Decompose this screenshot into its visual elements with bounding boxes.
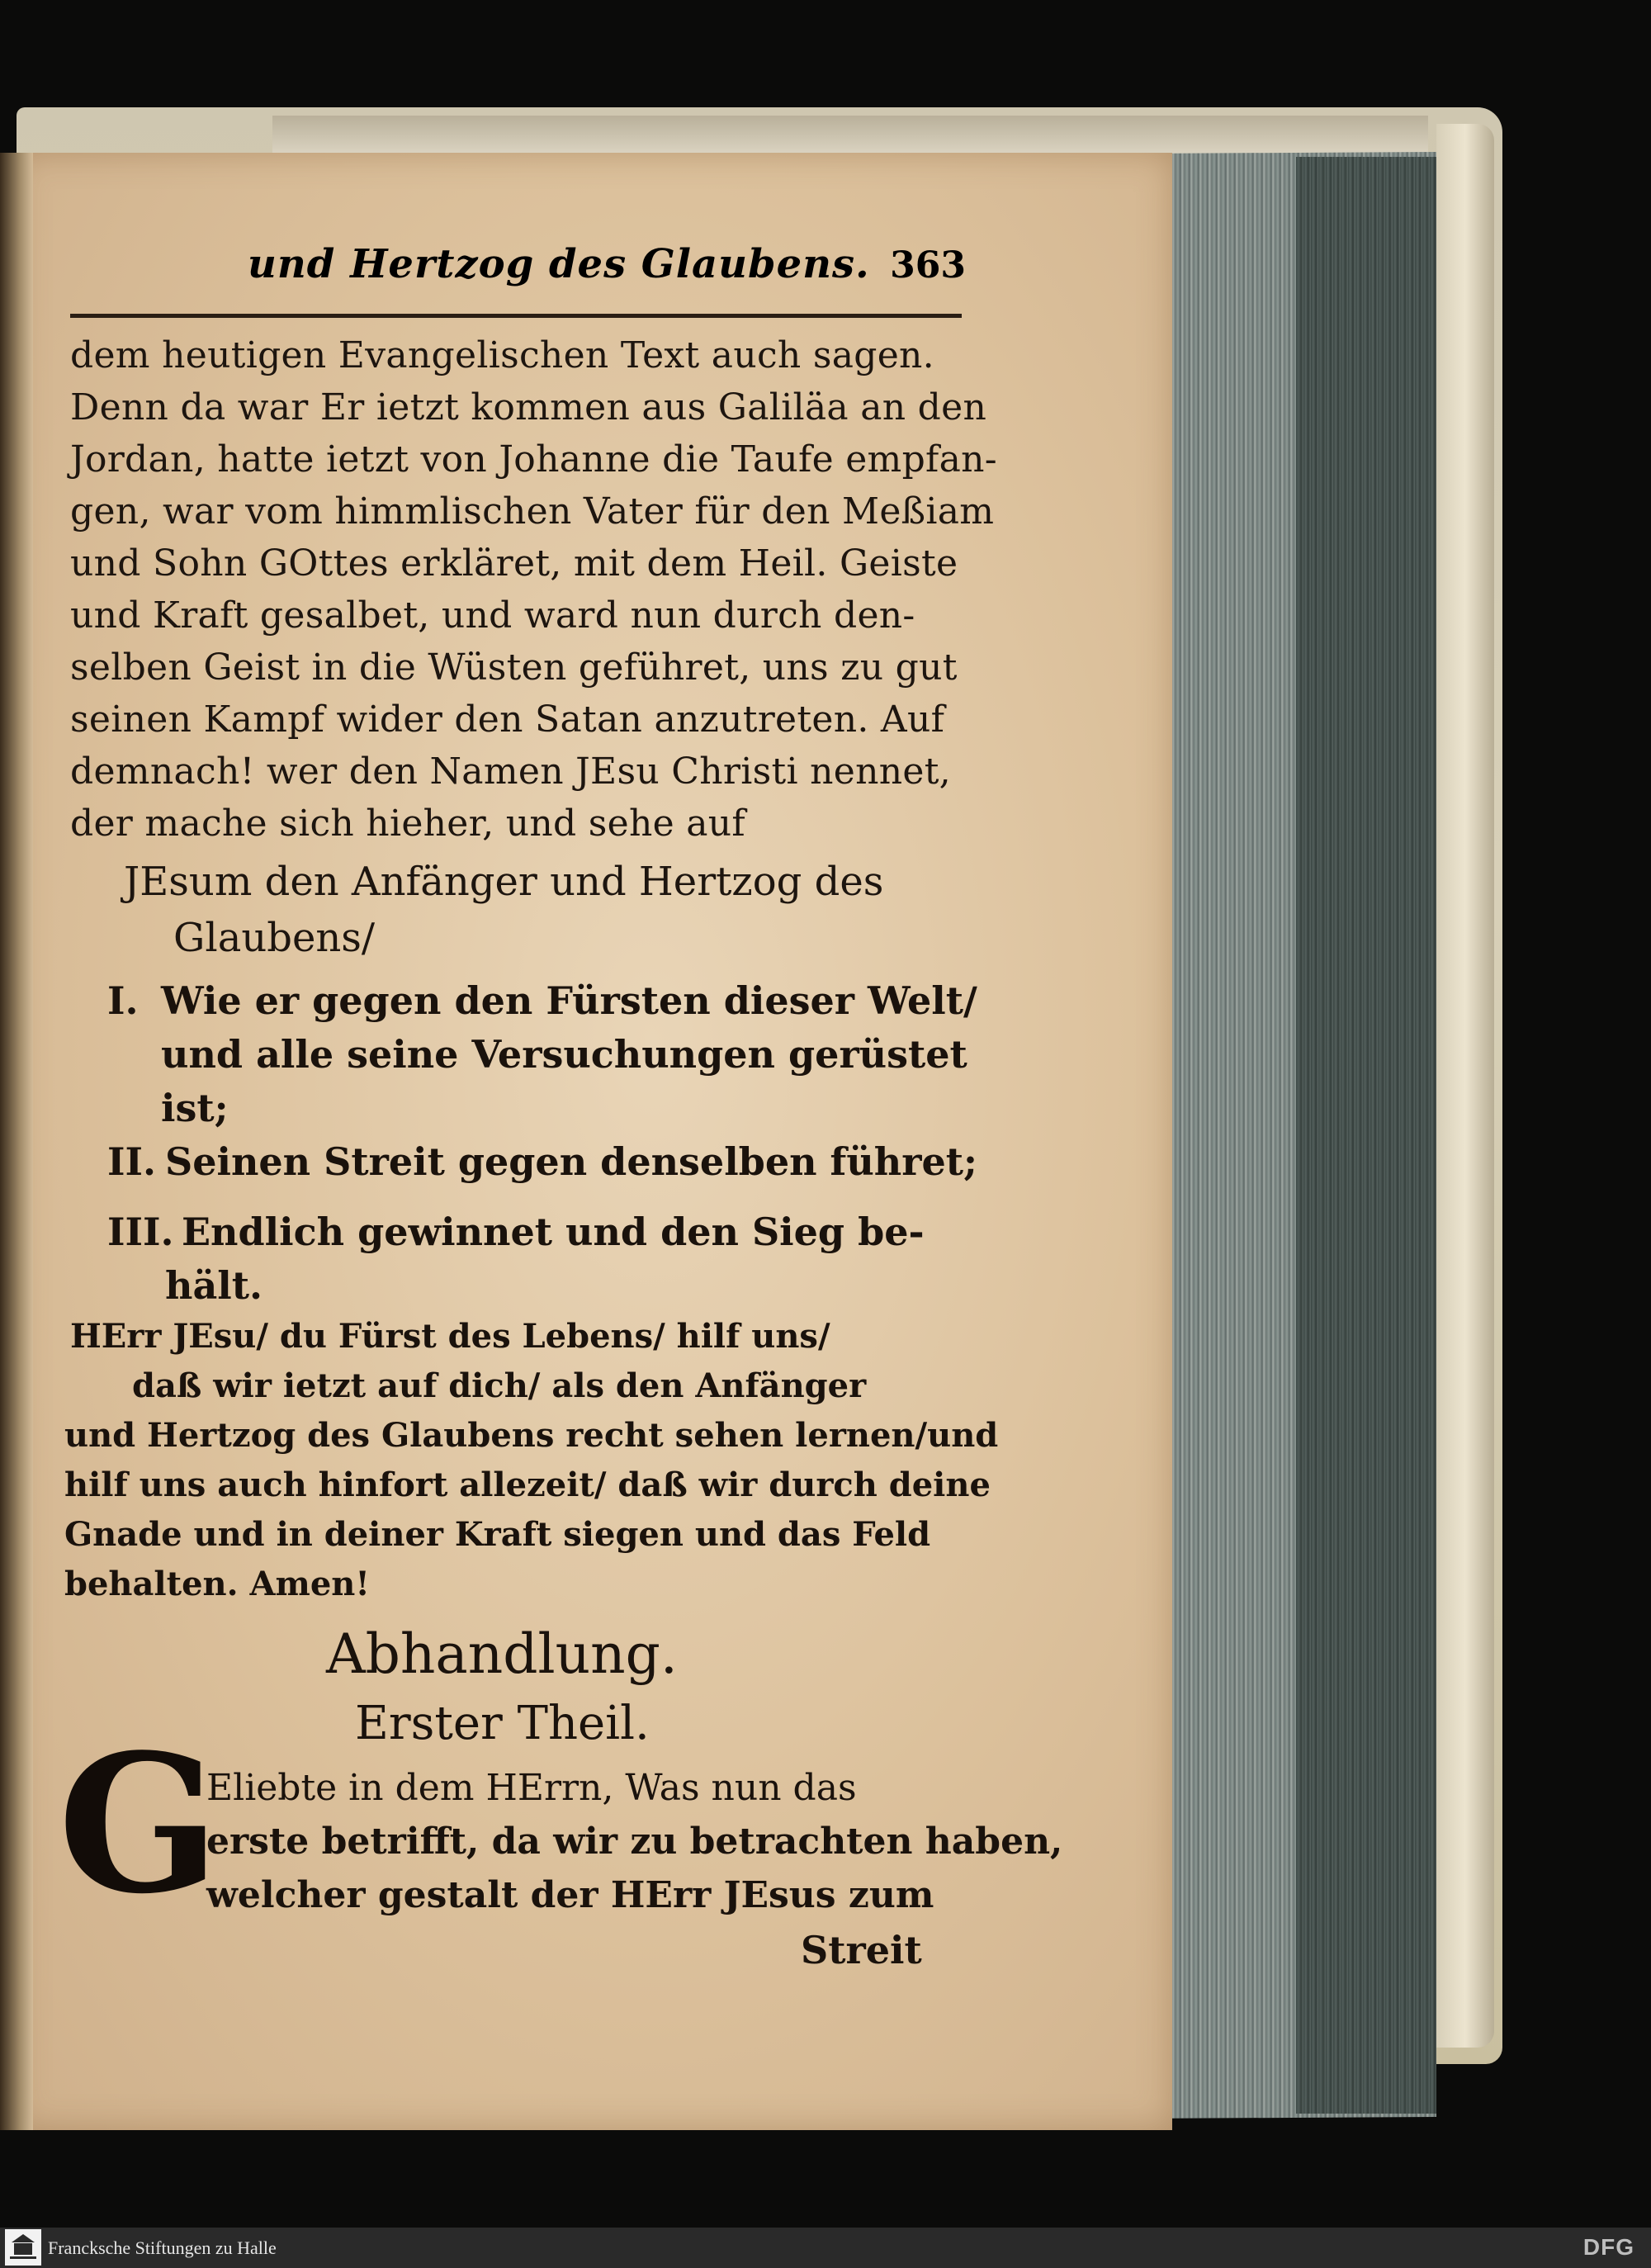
catchword: Streit	[801, 1928, 922, 1972]
point-line: Seinen Streit gegen denselben führet;	[165, 1139, 977, 1184]
theme-line: JEsum den Anfänger und Hertzog des	[124, 859, 884, 905]
prayer-line: Gnade und in deiner Kraft siegen und das Feld	[64, 1515, 931, 1554]
section-heading: Abhandlung.	[326, 1622, 678, 1686]
body-line: und Sohn GOttes erkläret, mit dem Heil. Geiste	[70, 542, 958, 585]
body-line: selben Geist in die Wüsten geführet, uns zu gut	[70, 646, 958, 689]
point-line: ist;	[161, 1086, 229, 1130]
page-number: 363	[890, 244, 966, 286]
prayer-line: hilf uns auch hinfort allezeit/ daß wir durch deine	[64, 1465, 991, 1504]
body-line: der mache sich hieher, und sehe auf	[70, 803, 745, 845]
opening-line: erste betrifft, da wir zu betrachten haben,	[206, 1821, 1063, 1863]
body-line: dem heutigen Evangelischen Text auch sagen.	[70, 334, 934, 376]
body-line: gen, war vom himmlischen Vater für den Meßiam	[70, 490, 995, 533]
book-back-board	[1436, 124, 1494, 2048]
running-head	[248, 241, 966, 307]
body-line: demnach! wer den Namen JEsu Christi nennet,	[70, 750, 951, 793]
point-line: Wie er gegen den Fürsten dieser Welt/	[161, 978, 977, 1023]
section-subheading: Erster Theil.	[355, 1697, 650, 1750]
body-line: und Kraft gesalbet, und ward nun durch den-	[70, 594, 915, 637]
prayer-line: daß wir ietzt auf dich/ als den Anfänger	[132, 1366, 867, 1405]
point-line: hält.	[165, 1263, 263, 1308]
point-number: II.	[107, 1139, 157, 1184]
institution-logo	[5, 2229, 41, 2266]
body-line: seinen Kampf wider den Satan anzutreten. Auf	[70, 698, 945, 741]
running-title: und Hertzog des Glaubens.	[248, 241, 870, 287]
dfg-badge: DFG	[1582, 2234, 1634, 2260]
page-gutter	[0, 153, 33, 2130]
point-line: Endlich gewinnet und den Sieg be-	[182, 1210, 925, 1254]
page-fore-edge-shadow	[1296, 157, 1436, 2114]
prayer-line: und Hertzog des Glaubens recht sehen lernen/und	[64, 1416, 999, 1455]
body-line: Jordan, hatte ietzt von Johanne die Taufe empfan-	[70, 438, 997, 481]
header-rule	[70, 314, 962, 318]
decorated-initial: G	[58, 1713, 220, 1936]
prayer-line: behalten. Amen!	[64, 1565, 370, 1603]
book-top-edge	[272, 116, 1428, 157]
point-number: III.	[107, 1210, 174, 1254]
footer-institution: Francksche Stiftungen zu Halle	[48, 2237, 277, 2258]
point-line: und alle seine Versuchungen gerüstet	[161, 1032, 967, 1077]
opening-line: Eliebte in dem HErrn, Was nun das	[206, 1767, 857, 1809]
prayer-line: HErr JEsu/ du Fürst des Lebens/ hilf uns/	[70, 1317, 830, 1356]
theme-line: Glaubens/	[173, 915, 376, 961]
opening-line: welcher gestalt der HErr JEsus zum	[206, 1874, 934, 1916]
body-line: Denn da war Er ietzt kommen aus Galiläa an den	[70, 386, 987, 429]
point-number: I.	[107, 978, 139, 1023]
building-icon	[5, 2229, 41, 2266]
